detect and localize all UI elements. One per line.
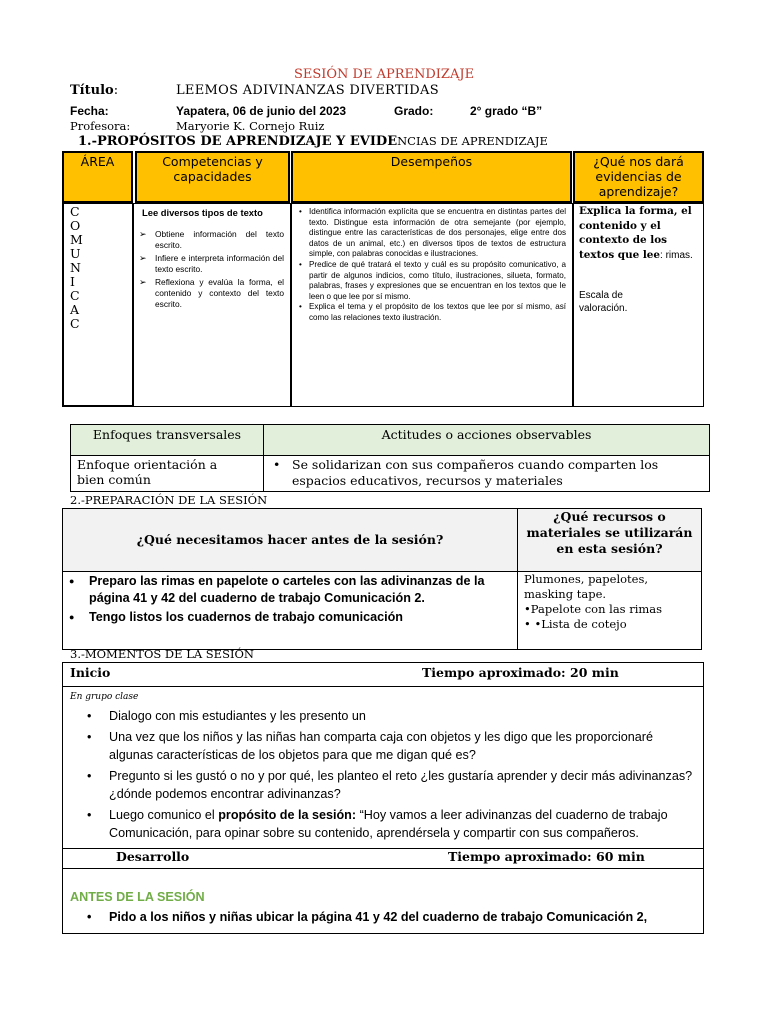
preparacion-header-left: ¿Qué necesitamos hacer antes de la sesión? bbox=[62, 508, 518, 572]
item-text: Pido a los niños y niñas ubicar la página 41 y 42 del cuaderno de trabajo Comunicación 2, bbox=[109, 910, 648, 924]
antes-label: ANTES DE LA SESIÓN bbox=[70, 890, 205, 904]
competencias-cell bbox=[133, 203, 291, 407]
profesora-label: Profesora: bbox=[70, 119, 131, 133]
bullet-icon: • bbox=[87, 910, 92, 924]
desempeno-item bbox=[299, 260, 566, 302]
divider bbox=[63, 868, 703, 869]
competencia-title: Lee diversos tipos de texto bbox=[142, 207, 263, 218]
header-evidencias: ¿Qué nos dará evidencias de aprendizaje? bbox=[573, 151, 704, 203]
area-letter: O bbox=[70, 218, 81, 233]
profesora-value: Maryorie K. Cornejo Ruiz bbox=[176, 119, 325, 133]
header-desempenos: Desempeños bbox=[291, 151, 572, 203]
bullet-icon: • bbox=[87, 769, 92, 783]
evidencia-instrumento: Escala de valoración. bbox=[579, 290, 628, 314]
area-letter: A bbox=[70, 302, 80, 317]
bullet-icon: • bbox=[87, 808, 92, 822]
desarrollo-label: Desarrollo bbox=[116, 849, 190, 864]
enfoques-header-left: Enfoques transversales bbox=[70, 424, 264, 456]
section1-heading: 1.-PROPÓSITOS DE APRENDIZAJE Y EVIDENCIAS DE APRENDIZAJE bbox=[78, 134, 548, 149]
capacidad-item bbox=[139, 277, 284, 310]
desempeno-item bbox=[299, 207, 566, 260]
recurso-item: Plumones, papelotes, bbox=[524, 572, 649, 586]
inicio-item bbox=[63, 767, 693, 803]
arrow-icon: ➢ bbox=[139, 253, 147, 263]
enfoques-table bbox=[70, 424, 710, 492]
inicio-item bbox=[63, 806, 693, 842]
area-cell bbox=[62, 203, 133, 407]
item-text: Explica el tema y el propósito de los textos que lee por sí mismo, así como las relaciones texto ilustración. bbox=[309, 302, 566, 322]
fecha-label: Fecha: bbox=[70, 104, 109, 118]
preparacion-item bbox=[63, 573, 505, 607]
enfoques-header-right: Actitudes o acciones observables bbox=[263, 424, 710, 456]
inicio-item bbox=[63, 728, 693, 764]
desempenos-cell bbox=[291, 203, 573, 407]
preparacion-header-right: ¿Qué recursos o materiales se utilizarán en esta sesión? bbox=[517, 508, 702, 572]
item-text: “Hoy vamos a leer adivinanzas del cuaderno de trabajo Comunicación, para opinar sobre su contenido, aprendérsela y compartir con sus compañeros. bbox=[109, 808, 668, 840]
bullet-icon: • bbox=[87, 709, 92, 723]
propositos-table bbox=[62, 151, 704, 407]
document-title: SESIÓN DE APRENDIZAJE bbox=[293, 67, 475, 82]
bullet-icon: • bbox=[299, 207, 302, 216]
item-text: Identifica información explícita que se encuentra en distintas partes del texto. Distingue esta información de otra semejante (por ejemplo, distingue entre las características de dos personajes, elige entre dos datos de un animal, etc.) en diversos tipos de textos de estructura simple, con palabras conocidas e ilustraciones. bbox=[309, 207, 566, 259]
item-text: Obtiene información del texto escrito. bbox=[155, 229, 284, 250]
item-text: Preparo las rimas en papelote o carteles con las adivinanzas de la página 41 y 42 del cuaderno de trabajo Comunicación 2. bbox=[89, 574, 485, 605]
arrow-icon: ➢ bbox=[139, 277, 147, 287]
recurso-item: •Papelote con las rimas bbox=[524, 602, 663, 616]
preparacion-table bbox=[62, 508, 702, 650]
item-text: Tengo listos los cuadernos de trabajo comunicación bbox=[89, 610, 403, 624]
titulo-value: LEEMOS ADIVINANZAS DIVERTIDAS bbox=[176, 83, 439, 98]
desempeno-item bbox=[299, 302, 566, 323]
bullet-icon: ● bbox=[69, 612, 75, 622]
preparacion-item bbox=[63, 609, 505, 626]
capacidad-item bbox=[139, 229, 284, 251]
item-text: Dialogo con mis estudiantes y les presento un bbox=[109, 709, 366, 723]
desarrollo-time: Tiempo aproximado: 60 min bbox=[448, 849, 645, 864]
area-letter: C bbox=[70, 316, 80, 331]
item-text: Reflexiona y evalúa la forma, el contenido y contexto del texto escrito. bbox=[155, 277, 284, 309]
area-letter: I bbox=[70, 274, 75, 289]
enfoque-cell: Enfoque orientación a bien común bbox=[70, 455, 264, 492]
item-text: Pregunto si les gustó o no y por qué, les planteo el reto ¿les gustaría aprender y decir más adivinanzas? ¿dónde podemos encontrar adivinanzas? bbox=[109, 769, 693, 801]
fecha-value: Yapatera, 06 de junio del 2023 bbox=[176, 104, 347, 118]
titulo-label: Título: bbox=[70, 83, 119, 98]
area-letter: C bbox=[70, 204, 80, 219]
grado-label: Grado: bbox=[394, 104, 434, 118]
header-competencias: Competencias y capacidades bbox=[135, 151, 290, 203]
area-letter: C bbox=[70, 288, 80, 303]
momentos-table bbox=[62, 662, 704, 934]
bullet-icon: • bbox=[87, 730, 92, 744]
section2-heading: 2.-PREPARACIÓN DE LA SESIÓN bbox=[70, 493, 268, 507]
item-text: Predice de qué tratará el texto y cuál es su propósito comunicativo, a partir de algunos indicios, como título, ilustraciones, silueta, formato, palabras, frases y expresiones que se encuentran en los textos que le leen o que lee por sí mismo. bbox=[309, 259, 566, 301]
recurso-item: masking tape. bbox=[524, 587, 607, 601]
capacidad-item bbox=[139, 253, 284, 275]
item-text: propósito de la sesión: bbox=[218, 808, 357, 822]
grado-value: 2° grado “B” bbox=[470, 104, 543, 118]
area-letter: M bbox=[70, 232, 83, 247]
area-letter: U bbox=[70, 246, 81, 261]
actitud-cell: • Se solidarizan con sus compañeros cuando comparten los espacios educativos, recursos y materiales bbox=[263, 455, 710, 492]
bullet-icon: • bbox=[273, 457, 281, 472]
bullet-icon: • bbox=[299, 259, 302, 269]
bullet-icon: • bbox=[299, 302, 302, 312]
header-area: ÁREA bbox=[62, 151, 133, 203]
evidencias-cell bbox=[573, 203, 704, 407]
evidencia-text: Explica la forma, el contenido y el contexto de los textos que lee: rimas. bbox=[579, 205, 693, 261]
recurso-item: • •Lista de cotejo bbox=[524, 617, 627, 631]
item-text: Una vez que los niños y las niñas han comparta caja con objetos y les digo que les proporcionaré algunas características de los objetos para que me digan qué es? bbox=[109, 730, 653, 762]
section3-heading: 3.-MOMENTOS DE LA SESIÓN bbox=[70, 647, 254, 661]
inicio-item bbox=[63, 707, 693, 725]
antes-item bbox=[63, 908, 693, 926]
bullet-icon: ● bbox=[69, 576, 75, 586]
area-letter: N bbox=[70, 260, 81, 275]
item-text: Infiere e interpreta información del texto escrito. bbox=[155, 253, 284, 274]
grupo-clase: En grupo clase bbox=[70, 692, 139, 702]
arrow-icon: ➢ bbox=[139, 229, 147, 239]
inicio-label: Inicio bbox=[70, 665, 111, 680]
recursos-cell bbox=[517, 571, 702, 650]
preparacion-items-cell bbox=[62, 571, 518, 650]
item-text: Luego comunico el bbox=[109, 808, 219, 822]
divider bbox=[63, 686, 703, 687]
inicio-time: Tiempo aproximado: 20 min bbox=[422, 665, 619, 680]
